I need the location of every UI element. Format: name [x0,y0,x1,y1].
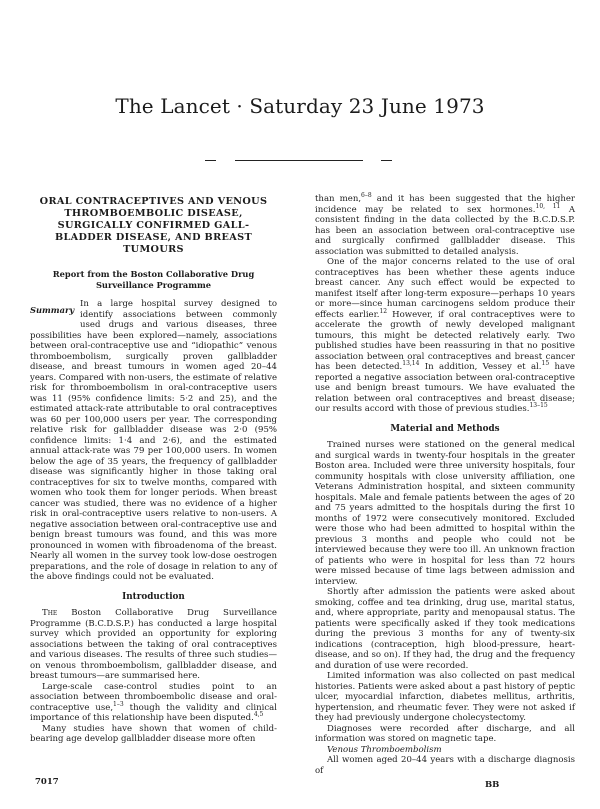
summary-label: Summary [30,305,75,315]
ref-marker: 12 [379,307,388,315]
article-byline [30,269,277,290]
left-column [30,196,277,745]
ref-marker: 1–3 [113,700,124,708]
right-p2-c: In addition, Vessey et al. [419,362,542,372]
right-p2-a: One of the major concerns related to the use of oral contraceptives has been whether these agents induce breast cancer. Any such effect would be expected to manifest itself after long-term exposure—perhaps 10 years or more—since human carcinogens seldom produce their effects earlier. [315,257,575,320]
methods-paragraph-1: Trained nurses were stationed on the general medical and surgical wards in twenty-four hospitals in the greater Boston area. Included were three university hospitals, four community hospitals with close university affiliation, one Veterans Administration hospital, and sixteen community hospitals. Male and female patients between the ages of 20 and 75 years admitted to the hospitals during the first 10 months of 1972 were consecutively monitored. Excluded were those who had been admitted to hospital within the previous 3 months and people who could not be interviewed because they were too ill. An unknown fraction of patients who were in hospital for less than 72 hours were missed because of time lags between admission and interview. [315,440,575,587]
summary-block [30,299,277,583]
ref-marker: 15 [541,360,550,368]
methods-paragraph-2: Shortly after admission the patients were asked about smoking, coffee and tea drinking, drug use, marital status, and, where appropriate, parity and menopausal status. The patients were specifically asked if they took medications during the previous 3 months for any of twenty-six indications (contraception, high blood-pressure, heart-disease, and so on). If they had, the drug and the frequency and duration of use were recorded. [315,587,575,671]
byline-line-2: Surveillance Programme [95,279,212,290]
intro-paragraph-1 [30,608,277,682]
intro-lead-word: The [42,608,58,618]
summary-text: In a large hospital survey designed to identify associations between commonly used drugs and various diseases, three possibilities have been explored—namely, associations between oral-contraceptive use and “idiopathic” venous thromboembolism, surgically proven gallbladder disease, and breast tumours in women aged 20–44 years. Compared with non-users, the estimate of relative risk for thromboembolism in oral-contraceptive users was 11 (95% confidence limits: 5·2 and 25), and the estimated attack-rate attributable to oral contraceptives was 60 per 100,000 users per year. The corresponding relative risk for gallbladder disease was 2·0 (95% confidence limits: 1·4 and 2·6), and the estimated annual attack-rate was 79 per 100,000 users. In women below the age of 35 years, the frequency of gallbladder disease was significantly higher in those taking oral contraceptives for six to twelve months, compared with women who took them for longer periods. When breast cancer was studied, there was no evidence of a higher risk in oral-contraceptive users relative to non-users. A negative association between oral-contraceptive use and benign breast tumours was found, and this was more pronounced in women with fibroadenoma of the breast. Nearly all women in the survey took low-dose oestrogen preparations, and the role of dosage in relation to any of the above findings could not be evaluated. [30,299,277,582]
masthead-rule-right [381,160,392,161]
ref-marker: 6–8 [361,192,372,200]
masthead-rule-center [235,160,363,161]
right-column [315,194,575,776]
right-p2-d: have reported a negative association between oral-contraceptive use and benign breast tumours. We have evaluated the relation between oral contraceptives and breast disease; our results accord with those of previous studies. [315,362,575,414]
article-title: ORAL CONTRACEPTIVES AND VENOUS THROMBOEMBOLIC DISEASE, SURGICALLY CONFIRMED GALL-BLADDER DISEASE, AND BREAST TUMOURS [39,196,268,255]
ref-marker: 13,14 [402,360,420,368]
ref-marker: 10, 11 [535,202,561,210]
masthead-rule-left [205,160,216,161]
venous-subheading: Venous Thromboembolism [327,744,442,755]
page-number-right: BB [485,780,500,790]
journal-masthead: The Lancet · Saturday 23 June 1973 [115,94,485,118]
intro-p1-text: Boston Collaborative Drug Surveillance Programme (B.C.D.S.P.) has conducted a large hospital survey which provided an opportunity for exploring associations between the taking of oral contraceptives and various diseases. The results of three such studies—on venous thromboembolism, gallbladder disease, and breast tumours—are summarised here. [30,608,277,681]
page-number-left: 7017 [35,777,59,787]
methods-heading: Material and Methods [390,423,500,434]
right-paragraph-2 [315,257,575,415]
right-p1-b: and it has been suggested that the higher incidence may be related to sex hormones. [315,194,575,215]
intro-p2-b: though the validity and clinical importance of this relationship have been disputed. [30,702,278,723]
ref-marker: 4,5 [253,711,264,719]
byline-line-1: Report from the Boston Collaborative Drug [52,269,255,279]
venous-paragraph-1: All women aged 20–44 years with a discharge diagnosis of [315,755,575,776]
ref-marker: 13–15 [529,402,548,410]
right-paragraph-1 [315,194,575,257]
right-p1-a: than men, [315,194,362,204]
introduction-heading: Introduction [122,591,185,602]
intro-paragraph-3: Many studies have shown that women of child-bearing age develop gallbladder disease more often [30,723,277,744]
intro-p2-a: Large-scale case-control studies point to an association between thromboembolic disease and oral-contraceptive use, [30,681,277,713]
methods-paragraph-4: Diagnoses were recorded after discharge, and all information was stored on magnetic tape. [315,723,575,744]
methods-paragraph-3: Limited information was also collected on past medical histories. Patients were asked about a past history of peptic ulcer, myocardial infarction, diabetes mellitus, arthritis, hypertension, and rheumatic fever. They were not asked if they had previously undergone cholecystectomy. [315,671,575,723]
right-p1-c: A consistent finding in the data collected by the B.C.D.S.P. has been an association between oral-contraceptive use and surgically confirmed gallbladder disease. This association was submitted to detailed analysis. [315,204,575,257]
intro-paragraph-2 [30,682,277,724]
right-p2-b: However, if oral contraceptives were to accelerate the growth of newly developed malignant tumours, this might be detected relatively early. Two published studies have been reassuring in that no positive association between oral contraceptives and breast cancer has been detected. [315,309,576,372]
